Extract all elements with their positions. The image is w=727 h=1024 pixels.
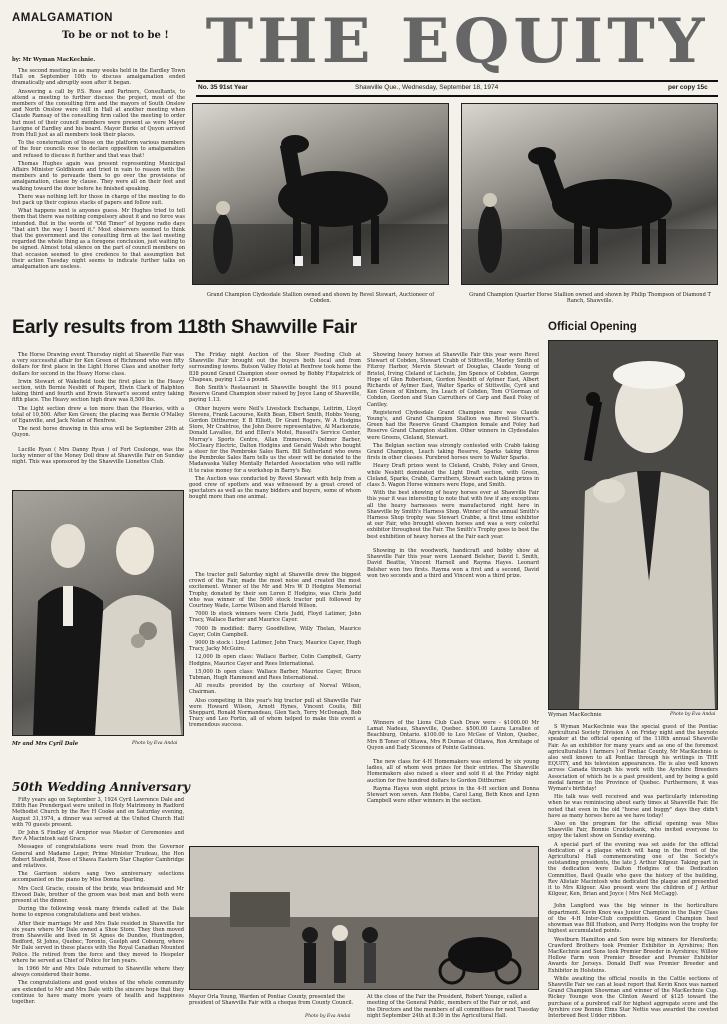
clydesdale-caption: Grand Champion Clydesdale Stallion owned and shown by Revel Stewart, Auctioneer of Cobden. (206, 292, 435, 305)
fair-paragraph: The Auction was conducted by Revel Stewart with help from a good crew of spotters and was witnessed by a great crowd of spectators as well as the many bidders and buyers, some of whom bought more than one animal. (189, 475, 361, 501)
anniversary-body (12, 797, 184, 1015)
fair-paragraph: Winners of the Lions Club Cash Draw were - $1000.00 Mr Lamat Nadeau, Shawville, Quebec. $500.00 Laura Lavallee of Beachburg, Ontario. $100.00 to Leo McGee of Vinton, Quebec, Mrs B Toner of Ottawa, Mrs R Dumas of Ottawa, Ron Armitage of Quyon and Eady Sicennes of Pointe Gatineau. (367, 720, 539, 751)
anniversary-paragraph: The congratulations and good wishes of the whole community are extended to Mr and Mrs Dale with the sincere hope that they continue to have many more years of health and happiness together. (12, 980, 184, 1006)
fair-paragraph: The Light section drew a ton more than the Heavies, with a total of 10,500. After Ken Green; the placing was Bernie O'Malley of Eganville, and Jack Nolan of Renfrew. (12, 405, 184, 425)
amalgamation-paragraph: There was nothing left for those in charge of the meeting to do but pack up their copious stacks of papers and follow suit. (12, 193, 185, 207)
quarter-horse-photo (461, 103, 718, 285)
amalgamation-subhead: To be or not to be ! (62, 30, 169, 41)
fair-paragraph: The tractor pull Saturday night at Shawville drew the biggest crowd of the Fair, made the most noise and created the most excitement. Winner of the Mr and Mrs W D Hodgins Memorial Trophy, donated by their son Loren E Hodgins, was Chris Judd who was winner of the 5000 stock tractor pull followed by Courtney Wade, Lorne Wilson and Harold Wilson. (189, 572, 361, 610)
masthead-price: per copy 15c (668, 84, 708, 91)
opening-body (548, 724, 718, 1020)
masthead-top-rule (196, 80, 718, 82)
masthead-bottom-rule (196, 95, 718, 97)
fair-paragraph: Also competing in this year's big tractor pull at Shawville Fair were Howard Wilson, Arnott Hynes, Vincent Coulis, Bill Sheppard, Ronald Normandeau, Glen Yach, Terry McDonagh, Bob Tracy and Leo Fortin, all of whom helped to make this event a tremendous success. (189, 697, 361, 729)
amalgamation-paragraph: To the consternation of those on the platform various members of the four councils rose to declare opposition to amalgamation and refused to discuss it further and that was that! (12, 140, 185, 159)
anniversary-paragraph: Dr John S Findley of Arnprior was Master of Ceremonies and Rev A Macintosh said Grace. (12, 830, 184, 843)
amalgamation-headline: AMALGAMATION (12, 12, 113, 24)
fair-paragraph: Showing heavy horses at Shawville Fair this year were Revel Stewart of Cobden, Stewart Crabb of Stittsville, Morley Smith of Fitzroy Harbor, Mervin Stewart of Douglas, Claude Young of Bristol, Irving Cleland of Lachute, Jim Spence of Cobden, George Hope of Glen Robertson, Gordon Nesbitt of Aylmer East, Albert Richards of Aylmer East, Walter Sparks of Stittsville, Cyril and Ken Green of Kinburn, Ira Leach of Cobden, Tom O'Gorman of Cobden, Gordon and Stan Carruthers of Carp and Basil Foley of Cantley. (367, 352, 539, 408)
opening-headline: Official Opening (548, 321, 637, 333)
warden-caption: Mayor Orla Young, Warden of Pontiac County, presented the president of Shawville Fair with a cheque from County Council. (189, 994, 354, 1007)
fair-paragraph: The new class for 4-H Homemakers was entered by six young ladies, all of whom won prizes for their entries. The Shawville Homemakers also raised a steer and sold it at the Friday night auction for five hundred dollars to Gordon Dittburner. (367, 759, 539, 784)
fair-paragraph: 7000 lb modified: Barry Goodfellow, Willy Thelan, Maurice Cayer, Colin Campbell. (189, 625, 361, 638)
opening-paragraph: While awaiting the official results in the Cattle sections of Shawville Fair we can at least report that Kevin Knox was named Grand Champion Showman and winner of the MacKechnie Cup. Rickey Younge won the Clinton Award of $125 toward the purchase of a purebred calf for highest aggregate score and the Ayrshire cow Bonnie Elms Star Nettie was awarded the coveted Interbreed Best Udder ribbon. (548, 975, 718, 1019)
fair-column-2-tractor (189, 572, 361, 768)
fair-paragraph: 9000 lb stock : Lloyd Latimer, John Tracy, Maurice Cayer, Hugh Tracy, Jacky McGuire. (189, 640, 361, 653)
anniversary-paragraph: After their marriage Mr and Mrs Dale resided in Shawville for six years where Mr Dale owned a Shoe Store. They then moved from Shawville and lived in St Agnes de Dundee, Huntingdon, Bedford, St Johns, Quebec, Toronto, Guelph and Cobourg, where Mr Dale served in these places with the Royal Canadian Mounted Police. He retired from the force and they moved to Hespeler where he served as Chief of Police for ten years. (12, 920, 184, 964)
dale-caption: Mr and Mrs Cyril Dale (12, 741, 79, 747)
fair-paragraph: Irwin Stewart of Wakefield took the first place in the Heavy section, with Bernie Nesbitt of Rupert, Elwin Clark of Ralphton taking third and fourth and Erwin Stewart's second entry taking fifth place. The Heavy section high draw was 8,500 lbs. (12, 378, 184, 404)
fair-paragraph: 12,000 lb open class: Wallace Barber, Colin Campbell, Garry Hodgins, Maurice Cayer and Rees International. (189, 654, 361, 667)
dale-photo-credit: Photo by Eva Andai (132, 741, 178, 746)
fair-column-1 (12, 352, 184, 484)
crowd-scene-image (190, 847, 538, 989)
fair-column-3-draws (367, 720, 539, 838)
fair-headline: Early results from 118th Shawville Fair (12, 316, 357, 338)
amalgamation-paragraph: Answering a call by P.S. Ross and Partners, Consultants, to attend a meeting to further discuss the project, most of the members of the consulting firm and the mayors of South Onslow and North Onslow were still in Hall at another meeting when Claude Ramsay of the consulting firm called the meeting to order but most of their council members were present as were Mayor Lavigne of Eardley and his board. Mayor Burke of Quyon arrived from Hull just as all members took their places. (12, 88, 185, 139)
anniversary-paragraph: The Garrison sisters sang two anniversary selections accompanied on the piano by Miss Donna Sparling. (12, 871, 184, 884)
fair-paragraph: Rayma Hayes won eight prizes in the 4-H section and Donna Stewart won seven. Ann Hobbs, Carol Lang, Beth Knox and Lynn Campbell were other winners in the section. (367, 785, 539, 805)
masthead-title: THE EQUITY (205, 5, 709, 78)
fair-paragraph: The next horse drawing in this area will be September 29th at Quyon. (12, 426, 184, 439)
fair-paragraph: With the best showing of heavy horses ever at Shawville Fair this year it was interesting to note that with few if any exceptions all the heavy harnesses were manufactured right here in Shawville by Smith's Harness Shop. Winner of the annual Smith's Harness Shop trophy was Stewart Crabbe, a first time exhibitor at our Fair, who brought eleven horses and was a very colorful exhibitor throughout the Fair. The Smith's Trophy goes to best the best exhibition of heavy horses at the Fair each year. (367, 490, 539, 540)
warden-photo-credit: Photo by Eva Andai (305, 1014, 351, 1019)
anniversary-paragraph: Messages of congratulations were read from the Governor General and Madame Leger, Prime Minister Trudeau, the Hon Robert Stanfield, Rose of Shawa Eastern Star Chapter Cambridge and relatives. (12, 844, 184, 870)
amalgamation-byline: by: Mr Wyman MacKechnie. (12, 57, 96, 63)
masthead-dateline: Shawville Que., Wednesday, September 18, 1974 (355, 84, 499, 91)
amalgamation-paragraph: Thomas Hughes again was present representing Municipal Affairs Minister Goldbloom and tried in vain to reason with the members and to persuade them to go over the provisions of amalgamation, clause by clause. They were all on their feet and walking toward the door before he finished speaking. (12, 160, 185, 192)
amalgamation-paragraph: The second meeting in as many weeks held in the Eardley Town Hall on September 10th to discuss amalgamation ended dramatically and abruptly soon after it began. (12, 68, 185, 87)
anniversary-paragraph: Mrs Cecil Gracie, cousin of the bride, was bridesmaid and Mr Elwood Dale, brother of the groom was best man and both were present at the dinner. (12, 885, 184, 905)
amalgamation-body (12, 68, 185, 300)
couple-portrait-image (13, 491, 183, 735)
horse-silhouette-image (462, 104, 717, 284)
speaker-portrait-image (549, 341, 717, 709)
meeting-caption: At the close of the Fair the President, Robert Younge, called a meeting of the General Public, members of the Fair or not, and the Directors and the members of all committees for next Tuesday night September 24th at 8:30 in the Agricultural Hall. (367, 994, 539, 1019)
dale-couple-photo (12, 490, 184, 736)
fair-paragraph: 7000 lb stock winners were Chris Judd, Floyd Latimer, John Tracy, Wallace Barber and Maurice Cayer. (189, 611, 361, 624)
masthead-issue: No. 35 91st Year (198, 84, 248, 91)
fair-paragraph: Lucille Ryan ( Mrs Danny Ryan ) of Fort Coulonge, was the lucky winner of the Money Doll draw at Shawville Fair on Sunday night. This was sponsored by the Shawville Lionettes Club. (12, 446, 184, 466)
horse-silhouette-image (193, 104, 448, 284)
clydesdale-stallion-photo (192, 103, 449, 285)
opening-paragraph: His talk was well received and was particularly interesting when he was reminiscing about early times at Shawville Fair. He noted that even in the old "horse and buggy" days they didn't have as many horses here as we have today! (548, 794, 718, 819)
wyman-photo-credit: Photo by Eva Andai (670, 712, 716, 717)
fair-grounds-photo (189, 846, 539, 990)
fair-paragraph: The Belgian section was strongly contested with Crabb taking Grand Champion, Leach taking Reserve, Sparks taking three firsts in other classes. Purebred horses were to Walter Sparks. (367, 442, 539, 462)
fair-paragraph: The Horse Drawing event Thursday night at Shawville Fair was a very successful affair for Ken Green of Richmond who won fifty dollars for first place in the Light Horse Class and another forty dollars for second in the Heavy Horse class. (12, 352, 184, 377)
fair-column-2-auction (189, 352, 361, 564)
anniversary-paragraph: In 1966 Mr and Mrs Dale returned to Shawville where they always considered their home. (12, 966, 184, 979)
opening-paragraph: Also on the program for the official opening was Miss Shawville Fair, Bonnie Cruickshank, who invited everyone to enjoy the talent show on Sunday evening. (548, 821, 718, 840)
wyman-caption: Wyman MacKechnie (548, 712, 602, 718)
fair-paragraph: All results provided by the courtesy of Norval Wilson, Chairman. (189, 683, 361, 696)
fair-paragraph: Bob Smith's Restaurant in Shawville bought the 911 pound Reserve Grand Champion steer raised by Joyce Lang of Shawville, paying 1.13. (189, 385, 361, 404)
fair-paragraph: Showing in the woodwork, handicraft and hobby show at Shawville Fair this year were Leonard Belsher, David L Smith, David Beattie, Vincent Harnell and Rayma Hayes. Leonard Belsher won two firsts. Rayma won a first and a second, David won two seconds and a third and Vincent won a third prize. (367, 547, 539, 579)
fair-paragraph: 15,000 lb open class: Wallace Barber, Maurice Cayer, Bruce Tubman, Hugh Hammond and Rees International. (189, 668, 361, 682)
opening-paragraph: Westburn Hamilton and Son were big winners for Herefords; Crawford Brothers took Premier Exhibitor in Ayrshires; Ron MacKechnie and Sons took Premier Breeder in Ayrshires; Willow Hollow Farm won Premier Breeder and Premier Exhibitor Awards for Jerseys. Donald Duff was Premier Breeder and Exhibitor in Holsteins. (548, 936, 718, 974)
anniversary-paragraph: During the following week many friends called at the Dale home to express congratulations and best wishes. (12, 906, 184, 919)
fair-paragraph: Heavy Draft prizes went to Cleland, Crabb, Foley and Green, while Nesbitt dominated the Light Draft section, with Green, Cleland, Sparks, Crabb, Carruthers, Stewart each taking prizes in class 5. Wagon Horse winners were Hope, and Smith. (367, 463, 539, 489)
opening-paragraph: John Langford was the big winner in the horticulture department. Kevin Knox was Junior Champion in the Dairy Class of the 4-H Inter-Club competition. Grand Champion beef showman was Bill Hudson, and Perry Hodgins won the trophy for highest accumulated points. (548, 903, 718, 935)
fair-column-3-horses (367, 352, 539, 724)
fair-paragraph: Registered Clydesdale Grand Champion mare was Claude Young's, and Grand Champion Stallion was Revel Stewart's. Green had the Reserve Grand Champion female and Foley had Reserve Grand Champion stallion. Other winners in Clydesdales were Greens, Cleland, Stewart. (367, 409, 539, 441)
anniversary-headline: 50th Wedding Anniversary (12, 780, 190, 794)
opening-paragraph: S Wyman MacKechnie was the special guest of the Pontiac Agricultural Society Division A on Friday night and the keynote speaker at the official opening of the 118th annual Shawville Fair. As an exhibitor for many years and as one of the foremost agriculturalists ( farmers ) of Pontiac County, Mr MacKechnie is also well known to all Pontiac through his writings in THE EQUITY, and his television appearances. He is also well known across Canada through his work with the Ayrshire Breeders Association of which he is a past president, and by being a gold medal farmer in the Province of Quebec. Furthermore, it was Wyman's birthday! (548, 724, 718, 793)
fair-paragraph: Other buyers were Neil's Livestock Exchange, Leitrim, Lloyd Stevens, Frank Lacourse, Keith Bean, Elbert Smith, Hobbs Young, Gordon Dittburner, E B Elliott, Dr Grant Rogers, W A Hodgins Store, Mr Crabtree, the John Deere representative, Al Mackenzie, Donald Lavallee, Ed and Ellen's Motel, Russell's Service Center, Murray's Sports Centre, Allan Emmerson, Delmer Barber, McCleary Electric, Dalton Hodgins and Gerald Walsh who bought a steer for the Pembroke Sales Barn. Bill Sutherland who owns the Pembroke Sales Barn tells us the steer will be donated to the Madawaska Valley Mentally Retarded Association who will raffle it to raise money for a workshop in Barry's Bay. (189, 405, 361, 474)
quarter-horse-caption: Grand Champion Quarter Horse Stallion owned and shown by Philip Thompson of Diamond T Ranch, Shawville. (469, 292, 711, 305)
fair-paragraph: The Friday night Auction of the Steer Feeding Club at Shawville Fair brought out the buyers both local and from surrounding towns. Butson Valley Hotel at Renfrew took home the 838 pound Grand Champion steer owned by Bobby Fitzpatrick of Chapeau, paying 1.23 a pound. (189, 352, 361, 383)
amalgamation-paragraph: What happens next is anyones guess. Mr Hughes tried to tell them that there was nothing compulsory about it and no force was intended. But in the words of "Old Timer" of bygone radio days "that ain't the way I heerd it." Most observers seemed to think that the government and the consulting firm at the last meeting regarded the whole thing as a foregone conclusion, just waiting to be signed. Almost total silence on the part of council members on that occasion seemed to give credence to that assumption but their action Tuesday night seems to indicate further talks on amalgamation are useless. (12, 208, 185, 271)
wyman-photo (548, 340, 718, 710)
anniversary-paragraph: Fifty years ago on September 3, 1924 Cyril Lawrence Dale and Edith Rae Prendergast were united in Holy Matrimony in Radford Methodist Church by the Rev H Cooke and on Saturday evening, August 31,1974, a dinner was served at the United Church Hall with 70 guests present. (12, 797, 184, 828)
opening-paragraph: A special part of the evening was set aside for the official dedication of a plaque which will hang in the front of the Agricultural Hall commemorating one of the Society's outstanding presidents, the late J. Arthur Kilgour. Taking part in the dedication were Dalton Hodgins of the Dedication Committee, Basil Quaile who gave the history of the building, Rev Alistair Macintosh who dedicated the plaque and presented it to Mrs Kilgour. Also present were the children of J Arthur Kilgour, Ken, Brian and Joyce ( Mrs Neil McCagg). (548, 841, 718, 898)
